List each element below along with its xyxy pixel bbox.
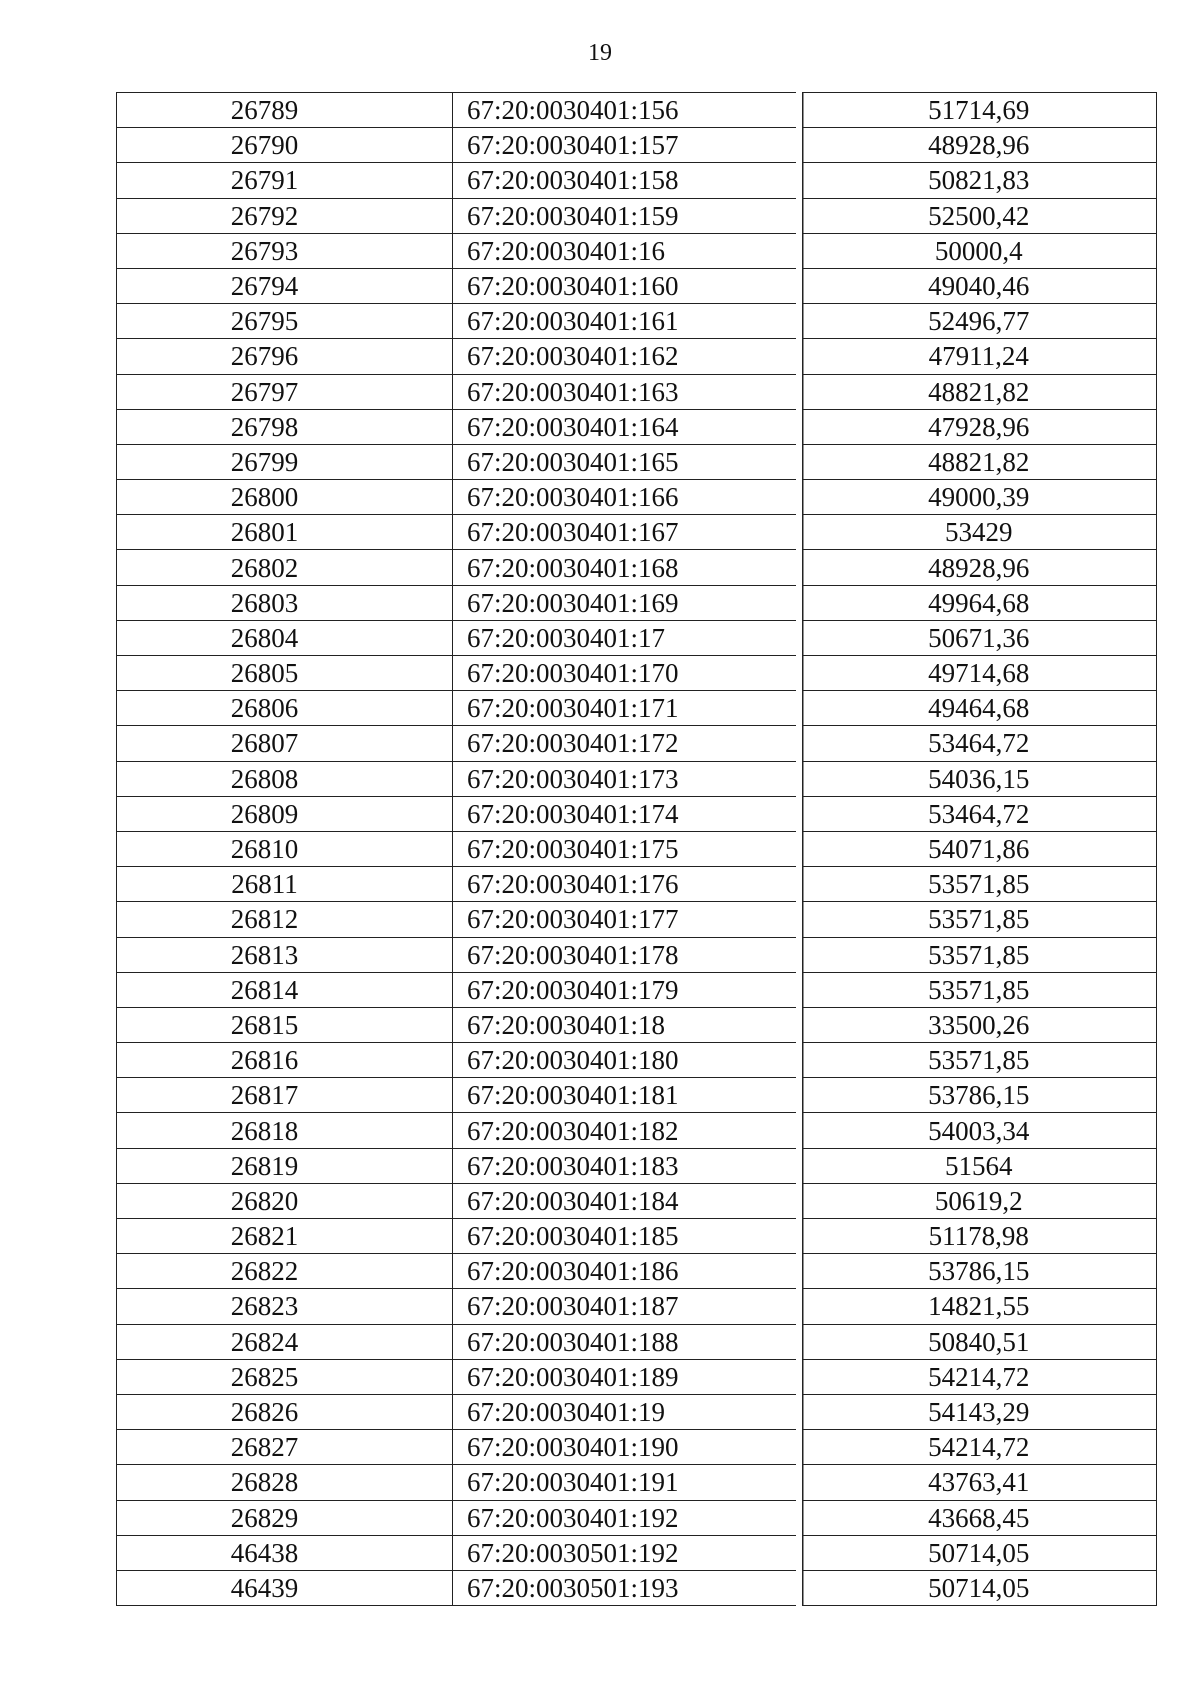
cadastral-number-cell: 67:20:0030401:174 — [453, 796, 799, 831]
value-cell: 50671,36 — [799, 620, 1157, 655]
value-cell: 48928,96 — [799, 128, 1157, 163]
table-row — [117, 1535, 1157, 1570]
cadastral-number-cell: 67:20:0030501:193 — [453, 1570, 799, 1605]
cadastral-number-cell: 67:20:0030401:176 — [453, 867, 799, 902]
value-cell: 51178,98 — [799, 1219, 1157, 1254]
table-row — [117, 93, 1157, 128]
cadastral-number-cell: 67:20:0030401:162 — [453, 339, 799, 374]
value-cell: 53571,85 — [799, 902, 1157, 937]
row-number-cell: 26823 — [117, 1289, 453, 1324]
row-number-cell: 46439 — [117, 1570, 453, 1605]
cadastral-number-cell: 67:20:0030401:169 — [453, 585, 799, 620]
row-number-cell: 26828 — [117, 1465, 453, 1500]
row-number-cell: 46438 — [117, 1535, 453, 1570]
cadastral-number-cell: 67:20:0030401:191 — [453, 1465, 799, 1500]
page-number: 19 — [588, 40, 612, 66]
table-row — [117, 128, 1157, 163]
table-row — [117, 550, 1157, 585]
row-number-cell: 26796 — [117, 339, 453, 374]
row-number-cell: 26814 — [117, 972, 453, 1007]
row-number-cell: 26806 — [117, 691, 453, 726]
row-number-cell: 26807 — [117, 726, 453, 761]
table-row — [117, 691, 1157, 726]
row-number-cell: 26813 — [117, 937, 453, 972]
table-row — [117, 1570, 1157, 1605]
cadastral-number-cell: 67:20:0030401:175 — [453, 831, 799, 866]
value-cell: 54003,34 — [799, 1113, 1157, 1148]
table-row — [117, 1043, 1157, 1078]
cadastral-number-cell: 67:20:0030401:181 — [453, 1078, 799, 1113]
table-row — [117, 1289, 1157, 1324]
cadastral-number-cell: 67:20:0030401:157 — [453, 128, 799, 163]
table-row — [117, 761, 1157, 796]
value-cell: 50714,05 — [799, 1570, 1157, 1605]
table-row — [117, 620, 1157, 655]
cadastral-number-cell: 67:20:0030401:160 — [453, 268, 799, 303]
value-cell: 47911,24 — [799, 339, 1157, 374]
table-row — [117, 268, 1157, 303]
value-cell: 49964,68 — [799, 585, 1157, 620]
table-row — [117, 867, 1157, 902]
table-row — [117, 972, 1157, 1007]
cadastral-number-cell: 67:20:0030401:170 — [453, 656, 799, 691]
row-number-cell: 26810 — [117, 831, 453, 866]
row-number-cell: 26816 — [117, 1043, 453, 1078]
table-row — [117, 1500, 1157, 1535]
row-number-cell: 26803 — [117, 585, 453, 620]
value-cell: 53429 — [799, 515, 1157, 550]
value-cell: 54214,72 — [799, 1359, 1157, 1394]
cadastral-number-cell: 67:20:0030401:158 — [453, 163, 799, 198]
table-row — [117, 1113, 1157, 1148]
table-row — [117, 1324, 1157, 1359]
cadastral-number-cell: 67:20:0030401:163 — [453, 374, 799, 409]
table-row — [117, 1148, 1157, 1183]
cadastral-number-cell: 67:20:0030401:182 — [453, 1113, 799, 1148]
value-cell: 48821,82 — [799, 444, 1157, 479]
value-cell: 54071,86 — [799, 831, 1157, 866]
register-table — [116, 92, 1157, 1606]
value-cell: 49464,68 — [799, 691, 1157, 726]
row-number-cell: 26794 — [117, 268, 453, 303]
table-row — [117, 1254, 1157, 1289]
row-number-cell: 26793 — [117, 233, 453, 268]
table-row — [117, 1359, 1157, 1394]
cadastral-number-cell: 67:20:0030401:17 — [453, 620, 799, 655]
row-number-cell: 26812 — [117, 902, 453, 937]
cadastral-number-cell: 67:20:0030401:16 — [453, 233, 799, 268]
value-cell: 53464,72 — [799, 726, 1157, 761]
cadastral-number-cell: 67:20:0030401:180 — [453, 1043, 799, 1078]
cadastral-number-cell: 67:20:0030401:179 — [453, 972, 799, 1007]
value-cell: 53571,85 — [799, 937, 1157, 972]
value-cell: 43668,45 — [799, 1500, 1157, 1535]
value-cell: 53464,72 — [799, 796, 1157, 831]
table-row — [117, 409, 1157, 444]
value-cell: 14821,55 — [799, 1289, 1157, 1324]
table-row — [117, 304, 1157, 339]
cadastral-number-cell: 67:20:0030401:165 — [453, 444, 799, 479]
row-number-cell: 26802 — [117, 550, 453, 585]
row-number-cell: 26798 — [117, 409, 453, 444]
row-number-cell: 26808 — [117, 761, 453, 796]
table-row — [117, 374, 1157, 409]
value-cell: 49714,68 — [799, 656, 1157, 691]
row-number-cell: 26829 — [117, 1500, 453, 1535]
row-number-cell: 26826 — [117, 1394, 453, 1429]
table-row — [117, 1078, 1157, 1113]
table-row — [117, 937, 1157, 972]
cadastral-number-cell: 67:20:0030401:190 — [453, 1430, 799, 1465]
value-cell: 51564 — [799, 1148, 1157, 1183]
value-cell: 50821,83 — [799, 163, 1157, 198]
table-row — [117, 831, 1157, 866]
cadastral-number-cell: 67:20:0030401:19 — [453, 1394, 799, 1429]
cadastral-number-cell: 67:20:0030401:186 — [453, 1254, 799, 1289]
cadastral-number-cell: 67:20:0030401:188 — [453, 1324, 799, 1359]
value-cell: 50619,2 — [799, 1183, 1157, 1218]
value-cell: 52500,42 — [799, 198, 1157, 233]
value-cell: 50714,05 — [799, 1535, 1157, 1570]
value-cell: 52496,77 — [799, 304, 1157, 339]
value-cell: 50000,4 — [799, 233, 1157, 268]
value-cell: 49000,39 — [799, 480, 1157, 515]
table-body — [117, 93, 1157, 1606]
table-row — [117, 163, 1157, 198]
cadastral-number-cell: 67:20:0030401:164 — [453, 409, 799, 444]
row-number-cell: 26791 — [117, 163, 453, 198]
table-row — [117, 726, 1157, 761]
row-number-cell: 26824 — [117, 1324, 453, 1359]
row-number-cell: 26795 — [117, 304, 453, 339]
value-cell: 51714,69 — [799, 93, 1157, 128]
cadastral-number-cell: 67:20:0030401:167 — [453, 515, 799, 550]
cadastral-number-cell: 67:20:0030401:168 — [453, 550, 799, 585]
cadastral-number-cell: 67:20:0030501:192 — [453, 1535, 799, 1570]
row-number-cell: 26827 — [117, 1430, 453, 1465]
value-cell: 53571,85 — [799, 867, 1157, 902]
row-number-cell: 26817 — [117, 1078, 453, 1113]
cadastral-number-cell: 67:20:0030401:177 — [453, 902, 799, 937]
table-row — [117, 515, 1157, 550]
row-number-cell: 26811 — [117, 867, 453, 902]
row-number-cell: 26797 — [117, 374, 453, 409]
value-cell: 53786,15 — [799, 1078, 1157, 1113]
value-cell: 53786,15 — [799, 1254, 1157, 1289]
value-cell: 48821,82 — [799, 374, 1157, 409]
table-row — [117, 480, 1157, 515]
row-number-cell: 26789 — [117, 93, 453, 128]
row-number-cell: 26821 — [117, 1219, 453, 1254]
cadastral-number-cell: 67:20:0030401:166 — [453, 480, 799, 515]
value-cell: 54143,29 — [799, 1394, 1157, 1429]
value-cell: 43763,41 — [799, 1465, 1157, 1500]
table-row — [117, 796, 1157, 831]
table-row — [117, 902, 1157, 937]
value-cell: 49040,46 — [799, 268, 1157, 303]
table-row — [117, 585, 1157, 620]
table-row — [117, 233, 1157, 268]
value-cell: 54214,72 — [799, 1430, 1157, 1465]
row-number-cell: 26820 — [117, 1183, 453, 1218]
row-number-cell: 26815 — [117, 1007, 453, 1042]
row-number-cell: 26819 — [117, 1148, 453, 1183]
row-number-cell: 26792 — [117, 198, 453, 233]
value-cell: 47928,96 — [799, 409, 1157, 444]
table-row — [117, 1007, 1157, 1042]
value-cell: 53571,85 — [799, 972, 1157, 1007]
row-number-cell: 26799 — [117, 444, 453, 479]
cadastral-number-cell: 67:20:0030401:192 — [453, 1500, 799, 1535]
value-cell: 48928,96 — [799, 550, 1157, 585]
table-row — [117, 1219, 1157, 1254]
cadastral-number-cell: 67:20:0030401:185 — [453, 1219, 799, 1254]
table-row — [117, 1183, 1157, 1218]
cadastral-number-cell: 67:20:0030401:171 — [453, 691, 799, 726]
row-number-cell: 26790 — [117, 128, 453, 163]
row-number-cell: 26800 — [117, 480, 453, 515]
table-row — [117, 1465, 1157, 1500]
table-row — [117, 444, 1157, 479]
row-number-cell: 26804 — [117, 620, 453, 655]
row-number-cell: 26805 — [117, 656, 453, 691]
cadastral-number-cell: 67:20:0030401:161 — [453, 304, 799, 339]
cadastral-number-cell: 67:20:0030401:159 — [453, 198, 799, 233]
cadastral-number-cell: 67:20:0030401:189 — [453, 1359, 799, 1394]
row-number-cell: 26822 — [117, 1254, 453, 1289]
table-row — [117, 1394, 1157, 1429]
cadastral-number-cell: 67:20:0030401:173 — [453, 761, 799, 796]
table-row — [117, 339, 1157, 374]
value-cell: 50840,51 — [799, 1324, 1157, 1359]
cadastral-number-cell: 67:20:0030401:156 — [453, 93, 799, 128]
value-cell: 33500,26 — [799, 1007, 1157, 1042]
cadastral-number-cell: 67:20:0030401:18 — [453, 1007, 799, 1042]
cadastral-number-cell: 67:20:0030401:178 — [453, 937, 799, 972]
row-number-cell: 26818 — [117, 1113, 453, 1148]
cadastral-number-cell: 67:20:0030401:172 — [453, 726, 799, 761]
table-row — [117, 1430, 1157, 1465]
row-number-cell: 26801 — [117, 515, 453, 550]
table-row — [117, 656, 1157, 691]
cadastral-number-cell: 67:20:0030401:187 — [453, 1289, 799, 1324]
value-cell: 54036,15 — [799, 761, 1157, 796]
row-number-cell: 26825 — [117, 1359, 453, 1394]
value-cell: 53571,85 — [799, 1043, 1157, 1078]
cadastral-number-cell: 67:20:0030401:183 — [453, 1148, 799, 1183]
table-row — [117, 198, 1157, 233]
cadastral-number-cell: 67:20:0030401:184 — [453, 1183, 799, 1218]
row-number-cell: 26809 — [117, 796, 453, 831]
